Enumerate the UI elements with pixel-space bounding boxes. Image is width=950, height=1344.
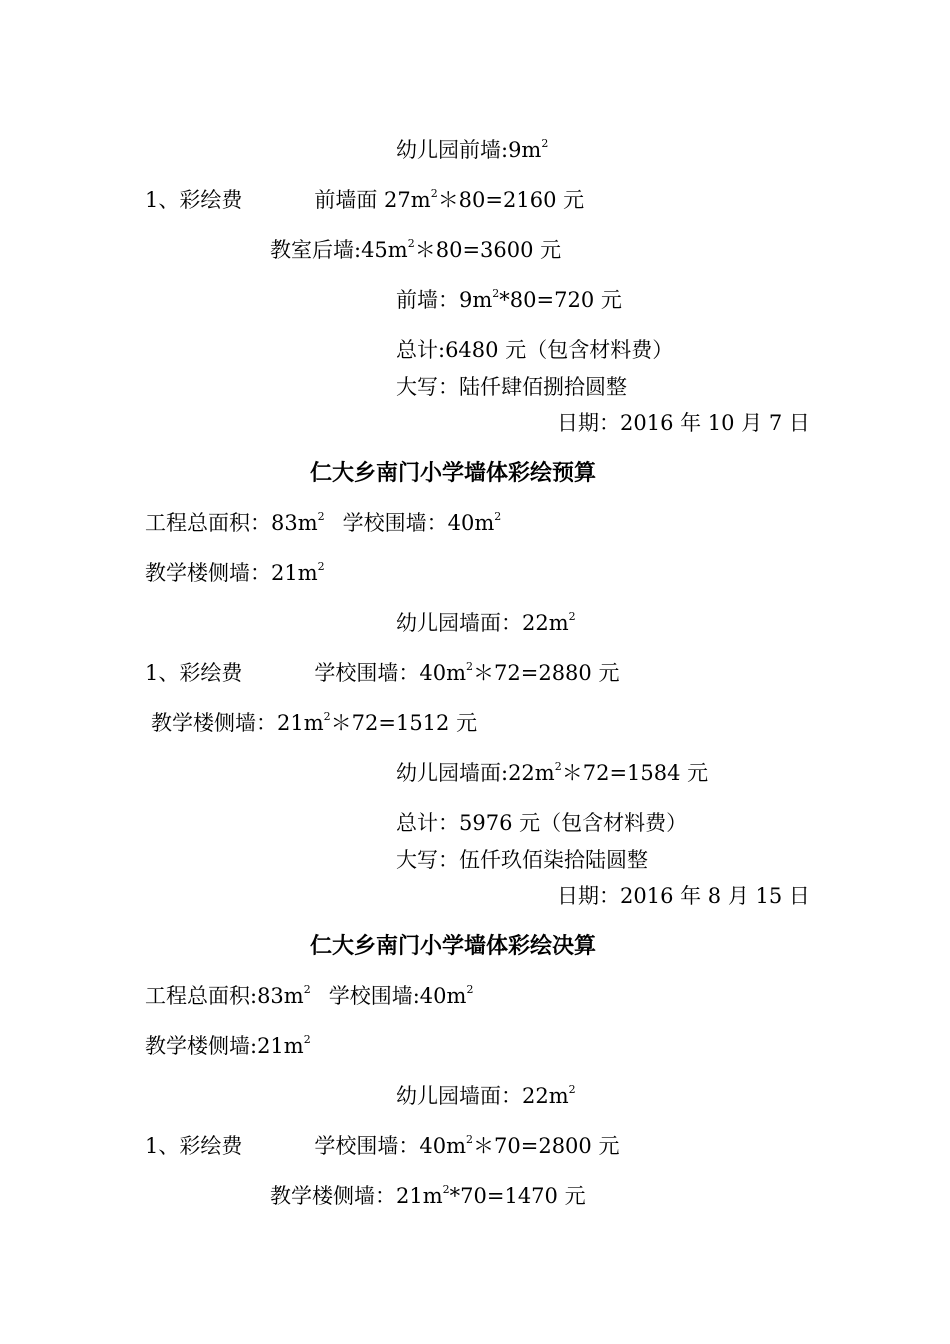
total-in-words: 大写：陆仟肆佰捌拾圆整 [396, 375, 627, 399]
budget-painting-fee-line: 1、彩绘费 学校围墙：$40m^2*72=2880$ 元 [145, 660, 620, 685]
final-painting-fee-line: 1、彩绘费 学校围墙：$40m^2*70=2800$ 元 [145, 1133, 620, 1158]
budget-total-in-words: 大写：伍仟玖佰柒拾陆圆整 [396, 848, 648, 872]
budget-title: 仁大乡南门小学墙体彩绘预算 [310, 460, 597, 486]
final-account-title: 仁大乡南门小学墙体彩绘决算 [310, 933, 597, 959]
date-line: 日期：2016 年 10 月 7 日 [557, 411, 810, 435]
budget-total-line: 总计：5976 元（包含材料费） [396, 811, 688, 835]
budget-side-wall-area: 教学楼侧墙：$21m^2$ [145, 560, 325, 585]
total-line: 总计:6480 元（包含材料费） [396, 338, 674, 362]
budget-kindergarten-wall-cost: 幼儿园墙面$:22m^2*72=1584$ 元 [396, 760, 709, 785]
kindergarten-front-wall-area: 幼儿园前墙$:9m^2$ [396, 137, 549, 162]
budget-side-wall-cost: 教学楼侧墙：$21m^2*72=1512$ 元 [151, 710, 478, 735]
front-wall-line: 前墙：$9m^2*80=720$ 元 [396, 287, 622, 312]
final-kindergarten-wall-area: 幼儿园墙面：$22m^2$ [396, 1083, 576, 1108]
budget-kindergarten-wall-area: 幼儿园墙面：$22m^2$ [396, 610, 576, 635]
budget-date-line: 日期：2016 年 8 月 15 日 [557, 884, 810, 908]
final-side-wall-cost: 教学楼侧墙：$21m^2*70=1470$ 元 [270, 1183, 586, 1208]
classroom-back-wall-line: 教室后墙$:45m^2*80=3600$ 元 [270, 237, 562, 262]
final-side-wall-area: 教学楼侧墙$:21m^2$ [145, 1033, 311, 1058]
budget-total-area-line: 工程总面积：$83m^2$ 学校围墙：$40m^2$ [145, 510, 502, 535]
final-total-area-line: 工程总面积$:83m^2$ 学校围墙$:40m^2$ [145, 983, 474, 1008]
painting-fee-line: 1、彩绘费 前墙面 $27m^2*80=2160$ 元 [145, 187, 585, 212]
